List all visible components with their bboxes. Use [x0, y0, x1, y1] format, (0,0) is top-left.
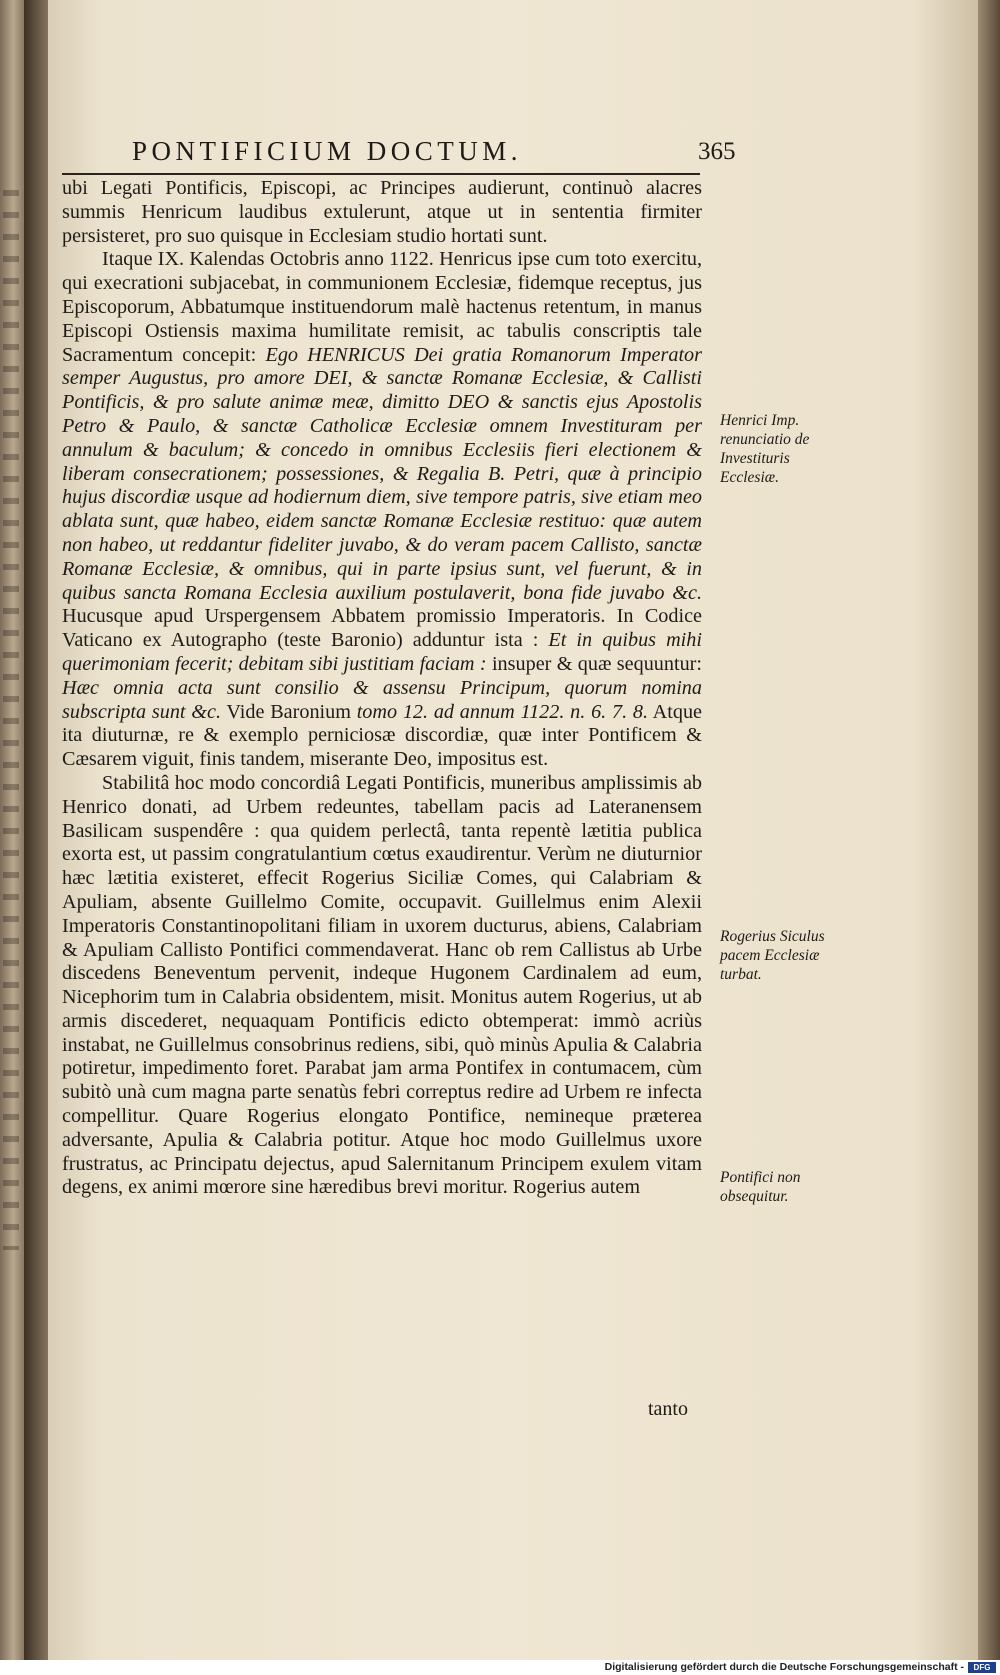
header-rule: [62, 173, 700, 175]
book-gutter: [24, 0, 50, 1660]
facing-page-edge: [0, 0, 24, 1660]
facing-page-text-bleed: [3, 190, 19, 1250]
margin-note-disobedience: Pontifici non obsequitur.: [720, 1169, 801, 1205]
margin-note-investiture: Henrici Imp. renunciatio de Investituris Ecclesiæ.: [720, 412, 810, 486]
margin-note-rogerius: Rogerius Siculus pacem Ecclesiæ turbat.: [720, 928, 825, 983]
baronius-reference: tomo 12. ad annum 1122. n. 6. 7. 8.: [356, 700, 649, 723]
imperial-oath: Ego HENRICUS Dei gratia Romanorum Imperator semper Augustus, pro amore DEI, & sanctæ Romanæ Ecclesiæ, & Callisti Pontificis, & pro salute animæ meæ, dimitto DEO & sanctis ejus Apostolis Petro & Paulo, & sanctæ Catholicæ Ecclesiæ omnem Investituram per annulum & baculum; & concedo in omnibus Ecclesiis fieri electionem & liberam consecrationem; possessiones, & Regalia B. Petri, quæ à principio hujus discordiæ usque ad hodiernum diem, sive tempore patris, sive etiam meo ablata sunt, quæ habeo, eidem sanctæ Romanæ Ecclesiæ restituo: quæ autem non habeo, ut reddantur fideliter juvabo, & do veram pacem Callisto, sanctæ Romanæ Ecclesiæ, & omnibus, qui in parte ipsius sunt, vel fuerunt, & in quibus sancta Romana Ecclesia auxilium postulaverit, bona fide juvabo &c.: [62, 343, 702, 604]
closing-clause: Hæc omnia acta sunt consilio & assensu Principum, quorum nomina subscripta sunt &c.: [62, 676, 702, 723]
page-number: 365: [698, 138, 736, 165]
paragraph-3: Stabilitâ hoc modo concordiâ Legati Pontificis, muneribus amplissimis ab Henrico donati, ad Urbem redeuntes, tabellam pacis ad Lateranensem Basilicam suspendêre : qua quidem perlectâ, tanta repentè lætitia publica exorta est, ut passim congratulantium cœtus exaudirentur. Verùm ne diuturnior hæc lætitia existeret, effecit Rogerius Siciliæ Comes, qui Calabriam & Apuliam, absente Guillelmo Comite, occupavit. Guillelmus enim Alexii Imperatoris Constantinopolitani filiam in uxorem ducturus, abiens, Calabriam & Apuliam Callisto Pontifici commendaverat. Hanc ob rem Callistus ab Urbe discedens Beneventum pervenit, indeque Hugonem Cardinalem ad eum, Nicephorim tum in Calabria obsidentem, misit. Monitus autem Rogerius, ut ab armis discederet, nequaquam Pontificis edicto obtemperat: immò acriùs instabat, ne Guillelmus consobrinus rediens, sibi, quò minùs Apulia & Calabria potiretur, impedimento foret. Parabat jam arma Pontifex in contumacem, cùm subitò unà cum magna parte senatùs febri correptus redire ad Urbem re infecta compellitur. Quare Rogerius elongato Pontifice, nemineque præterea adversante, Apulia & Calabria potitur. Atque hoc modo Guillelmus uxore frustratus, ac Principatu dejectus, apud Salernitanum Principem exulem vitam degens, ex animi mœrore sine hæredibus brevi moritur. Rogerius autem: [62, 771, 702, 1199]
paragraph-1: ubi Legati Pontificis, Episcopi, ac Principes audierunt, continuò alacres summis Henricum laudibus extulerunt, atque ut in sententia firmiter persisteret, pro suo quisque in Ecclesiam studio hortati sunt.: [62, 177, 702, 247]
funding-credit: Digitalisierung gefördert durch die Deutsche Forschungsgemeinschaft -: [604, 1661, 964, 1673]
catchword: tanto: [648, 1398, 688, 1420]
page-fore-edge: [978, 0, 1000, 1660]
paragraph-2-intro: Itaque IX. Kalendas Octobris anno 1122. Henricus ipse cum toto exercitu, qui execrationi subjacebat, in communionem Ecclesiæ, fidemque receptus, jus Episcoporum, Abbatumque instituendorum malè hactenus retentum, in manus Episcopi Ostiensis maxima humilitate remisit, ac tabulis conscriptis tale Sacramentum concepit:: [62, 248, 702, 366]
paragraph-2-link: insuper & quæ sequuntur:: [486, 652, 703, 675]
paragraph-2: [62, 248, 702, 772]
running-title: PONTIFICIUM DOCTUM.: [132, 136, 523, 166]
paragraph-2-end: Atque ita diuturnæ, re & exemplo perniciosæ discordiæ, quæ inter Pontificem & Cæsarem viguit, finis tandem, miserante Deo, impositus est.: [62, 700, 702, 771]
paragraph-2-source: Hucusque apud Urspergensem Abbatem promissio Imperatoris. In Codice Vaticano ex Autographo (teste Baronio) adduntur ista :: [62, 605, 702, 652]
paragraph-2-see: Vide Baronium: [221, 700, 357, 723]
vatican-addition: Et in quibus mihi querimoniam fecerit; debitam sibi justitiam faciam :: [62, 629, 702, 675]
digitization-footer: [0, 1660, 1000, 1675]
dfg-logo: DFG: [968, 1662, 996, 1673]
main-text: [62, 177, 702, 1200]
